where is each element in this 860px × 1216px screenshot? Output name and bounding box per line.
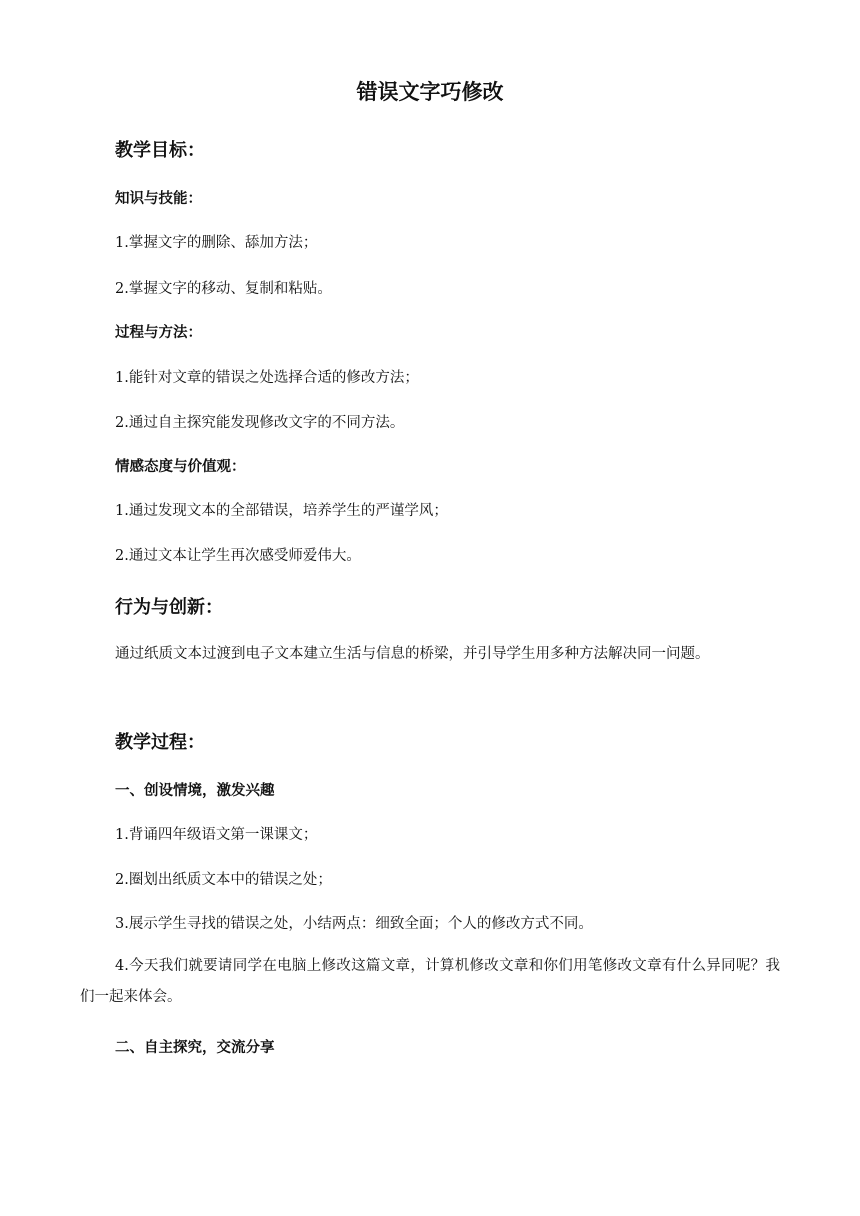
- process-method-item-2: 2.通过自主探究能发现修改文字的不同方法。: [115, 415, 405, 431]
- teaching-process-heading: 教学过程：: [115, 732, 205, 753]
- section-1-item-1: 1.背诵四年级语文第一课课文；: [115, 827, 318, 843]
- section-1-item-4: 4.今天我们就要请同学在电脑上修改这篇文章，计算机修改文章和你们用笔修改文章有什么异同呢？我们一起来体会。: [80, 958, 780, 1005]
- section-1-item-2: 2.圈划出纸质文本中的错误之处；: [115, 872, 332, 888]
- behavior-innovation-heading: 行为与创新：: [115, 597, 223, 618]
- document-title: 错误文字巧修改: [356, 80, 504, 104]
- attitude-item-1: 1.通过发现文本的全部错误，培养学生的严谨学风；: [115, 503, 448, 519]
- section-1-item-3: 3.展示学生寻找的错误之处，小结两点：细致全面；个人的修改方式不同。: [115, 916, 593, 932]
- process-method-item-1: 1.能针对文章的错误之处选择合适的修改方法；: [115, 370, 419, 386]
- process-method-heading: 过程与方法：: [115, 325, 202, 341]
- section-1-heading: 一、创设情境，激发兴趣: [115, 783, 275, 799]
- attitude-values-heading: 情感态度与价值观：: [115, 459, 246, 475]
- teaching-goals-heading: 教学目标：: [115, 140, 205, 161]
- knowledge-item-1: 1.掌握文字的删除、舔加方法；: [115, 235, 318, 251]
- attitude-item-2: 2.通过文本让学生再次感受师爱伟大。: [115, 548, 361, 564]
- behavior-innovation-paragraph: 通过纸质文本过渡到电子文本建立生活与信息的桥梁，并引导学生用多种方法解决同一问题。: [115, 646, 710, 662]
- knowledge-skills-heading: 知识与技能：: [115, 191, 202, 207]
- section-2-heading: 二、自主探究，交流分享: [115, 1040, 275, 1056]
- knowledge-item-2: 2.掌握文字的移动、复制和粘贴。: [115, 281, 332, 297]
